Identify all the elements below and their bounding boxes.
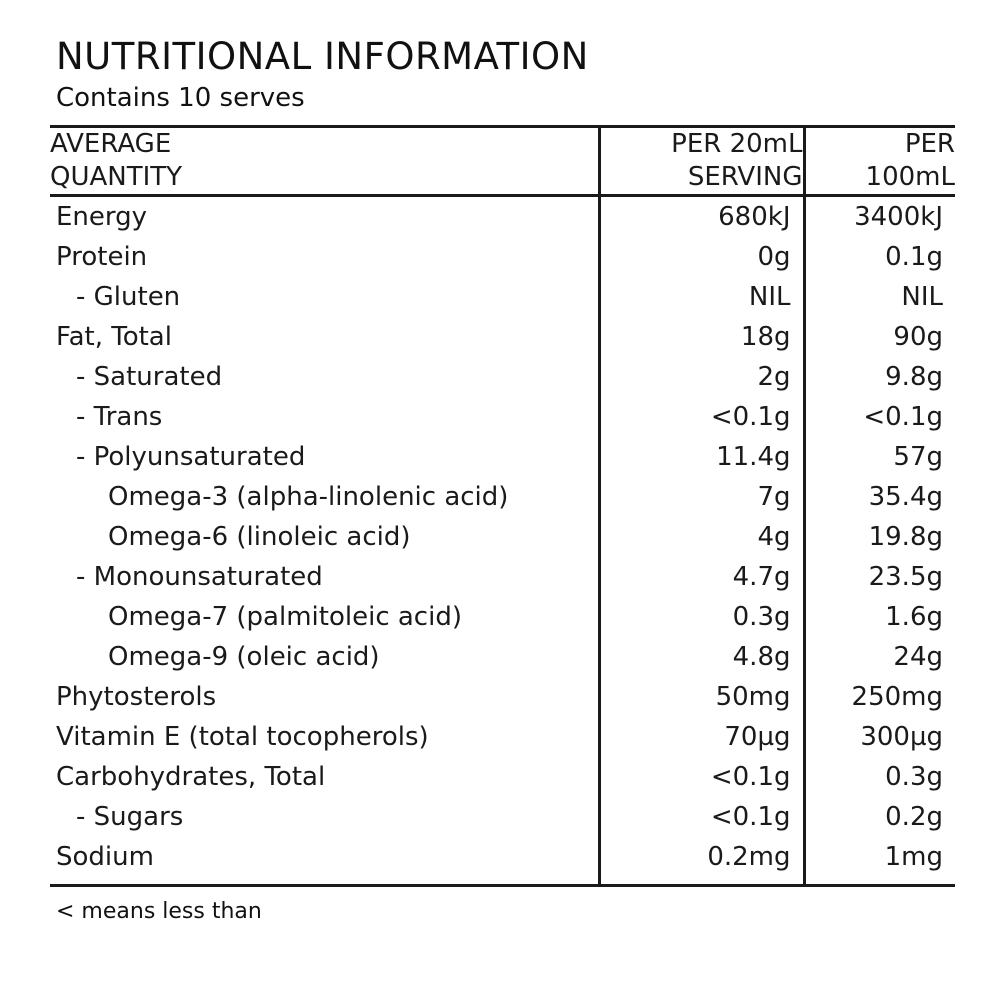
row-serving-value: 680kJ xyxy=(599,196,804,238)
row-serving-value: 7g xyxy=(599,477,804,517)
row-label: - Gluten xyxy=(76,282,181,313)
row-per100-value: 250mg xyxy=(804,677,955,717)
table-row xyxy=(50,677,955,717)
table-row xyxy=(50,837,955,886)
row-per100-value: 9.8g xyxy=(804,357,955,397)
row-serving-value: 2g xyxy=(599,357,804,397)
row-label: - Trans xyxy=(76,402,163,433)
row-per100-value: 24g xyxy=(804,637,955,677)
table-row xyxy=(50,637,955,677)
footnote: < means less than xyxy=(56,899,262,925)
row-serving-value: <0.1g xyxy=(599,757,804,797)
row-serving-value: 70µg xyxy=(599,717,804,757)
serves-subtitle: Contains 10 serves xyxy=(56,82,305,113)
header-quantity-label: QUANTITY xyxy=(50,162,183,193)
table-row xyxy=(50,797,955,837)
row-label: Carbohydrates, Total xyxy=(56,762,326,793)
nutrition-table xyxy=(50,125,955,888)
row-per100-value: 23.5g xyxy=(804,557,955,597)
row-label: - Polyunsaturated xyxy=(76,442,306,473)
row-serving-value: 18g xyxy=(599,317,804,357)
table-header-row xyxy=(50,126,955,196)
header-serving-cell xyxy=(599,126,804,196)
row-serving-value: 0.3g xyxy=(599,597,804,637)
table-row xyxy=(50,477,955,517)
row-label: Fat, Total xyxy=(56,322,172,353)
row-serving-value: 50mg xyxy=(599,677,804,717)
table-row xyxy=(50,597,955,637)
row-serving-value: 4.8g xyxy=(599,637,804,677)
row-per100-value: 0.3g xyxy=(804,757,955,797)
header-serving-label: SERVING xyxy=(687,162,803,193)
row-label: Phytosterols xyxy=(56,682,217,713)
table-row xyxy=(50,196,955,238)
row-per100-value: 1mg xyxy=(804,837,955,886)
row-per100-value: NIL xyxy=(804,277,955,317)
row-label: Protein xyxy=(56,242,148,273)
row-label: Sodium xyxy=(50,837,599,886)
row-label: - Monounsaturated xyxy=(76,562,323,593)
table-row xyxy=(50,557,955,597)
page-title: NUTRITIONAL INFORMATION xyxy=(56,35,589,78)
header-100ml-label: 100mL xyxy=(865,162,955,193)
row-per100-value: 3400kJ xyxy=(804,196,955,238)
row-label: Vitamin E (total tocopherols) xyxy=(56,722,429,753)
row-per100-value: <0.1g xyxy=(804,397,955,437)
row-serving-value: <0.1g xyxy=(599,797,804,837)
row-label: Omega-3 (alpha-linolenic acid) xyxy=(108,482,509,513)
table-row xyxy=(50,357,955,397)
row-serving-value: 4.7g xyxy=(599,557,804,597)
row-serving-value: 4g xyxy=(599,517,804,557)
row-per100-value: 1.6g xyxy=(804,597,955,637)
table-row xyxy=(50,517,955,557)
row-label: Omega-7 (palmitoleic acid) xyxy=(108,602,462,633)
row-per100-value: 57g xyxy=(804,437,955,477)
row-label: Omega-6 (linoleic acid) xyxy=(108,522,411,553)
table-row xyxy=(50,317,955,357)
row-per100-value: 35.4g xyxy=(804,477,955,517)
row-label: Energy xyxy=(56,202,148,233)
row-label: Omega-9 (oleic acid) xyxy=(108,642,380,673)
row-per100-value: 0.1g xyxy=(804,237,955,277)
header-quantity-cell xyxy=(50,126,599,196)
header-per-serving-label: PER 20mL xyxy=(671,128,803,159)
header-per-label: PER xyxy=(904,128,955,159)
table-row xyxy=(50,277,955,317)
row-label: - Saturated xyxy=(76,362,223,393)
table-row xyxy=(50,437,955,477)
row-per100-value: 19.8g xyxy=(804,517,955,557)
row-serving-value: 0.2mg xyxy=(599,837,804,886)
row-serving-value: <0.1g xyxy=(599,397,804,437)
row-serving-value: 11.4g xyxy=(599,437,804,477)
row-serving-value: NIL xyxy=(599,277,804,317)
table-row xyxy=(50,397,955,437)
row-serving-value: 0g xyxy=(599,237,804,277)
table-row xyxy=(50,717,955,757)
row-per100-value: 0.2g xyxy=(804,797,955,837)
header-per100-cell xyxy=(804,126,955,196)
row-label: - Sugars xyxy=(76,802,184,833)
table-row xyxy=(50,237,955,277)
header-average-label: AVERAGE xyxy=(50,128,172,159)
row-per100-value: 300µg xyxy=(804,717,955,757)
row-per100-value: 90g xyxy=(804,317,955,357)
table-row xyxy=(50,757,955,797)
